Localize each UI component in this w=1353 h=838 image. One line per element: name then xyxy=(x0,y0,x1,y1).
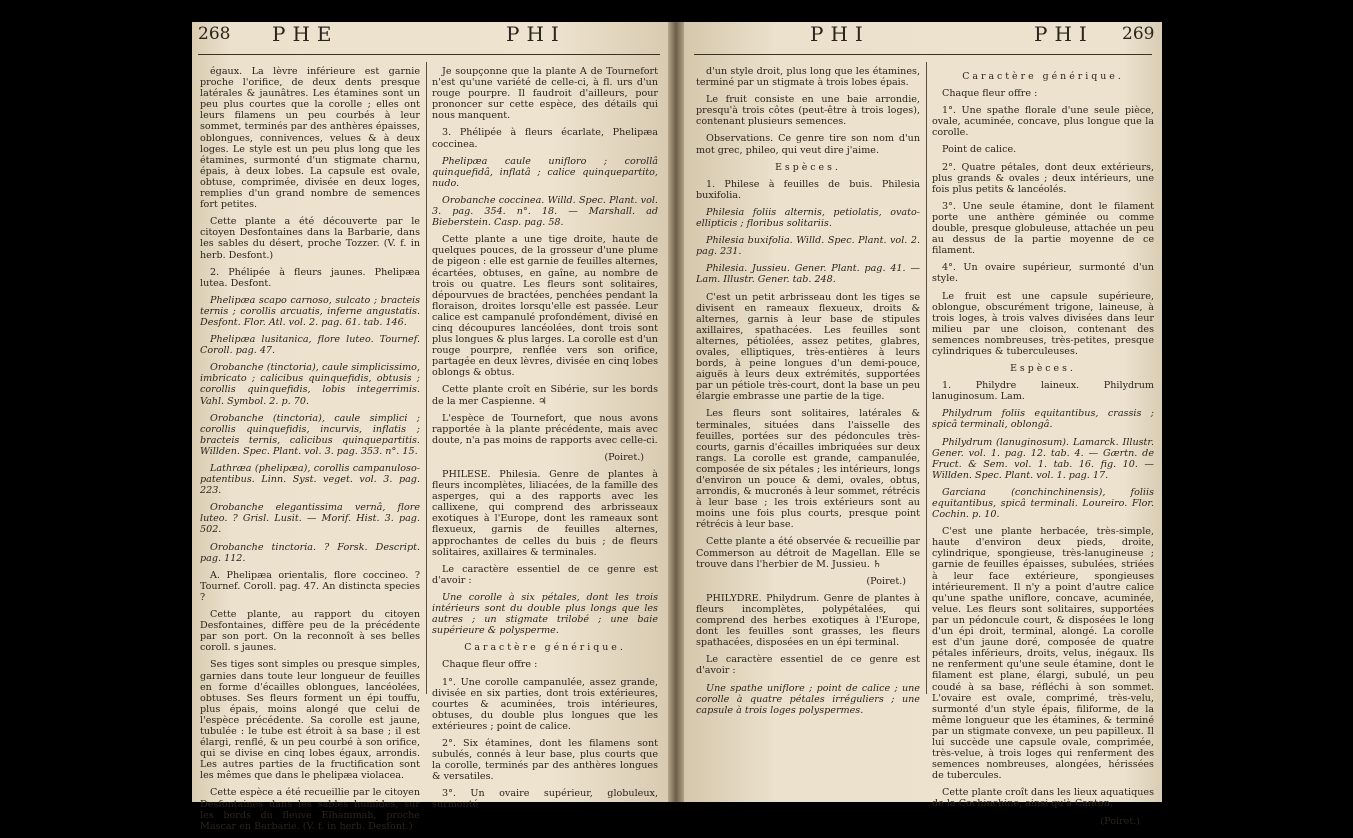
text-paragraph: Phelipæa lusitanica, flore luteo. Tournef. Coroll. pag. 47. xyxy=(200,334,420,357)
text-paragraph: Philydrum foliis equitantibus, crassis ; spicâ terminali, oblongâ. xyxy=(932,408,1154,431)
text-paragraph: Cette plante a une tige droite, haute de quelques pouces, de la grosseur d'une plume de pigeon : elle est garnie de feuilles alternes, écartées, obtuses, en gaîne, au nombre de trois ou quatre. Les fleurs sont solitaires, dépourvues de bractées, penchées pendant la floraison, droites lorsqu'elle est passée. Leur calice est campanulé profondément, divisé en cinq découpures lancéolées, dont trois sont plus longues & plus larges. La corolle est d'un rouge pourpre, renflée vers son orifice, partagée en deux lèvres, divisée en cinq lobes oblongs & obtus. xyxy=(432,234,658,379)
text-paragraph: 3°. Un ovaire supérieur, globuleux, surmonté xyxy=(432,788,658,811)
text-paragraph: Caractère générique. xyxy=(962,71,1124,82)
text-paragraph: 3. Phélipée à fleurs écarlate, Phelipæa coccinea. xyxy=(432,127,658,150)
text-paragraph: Observations. Ce genre tire son nom d'un mot grec, phileo, qui veut dire j'aime. xyxy=(696,133,920,156)
text-paragraph: (Poiret.) xyxy=(866,575,906,587)
book-gutter xyxy=(668,22,684,802)
text-paragraph: Le fruit consiste en une baie arrondie, presqu'à trois côtes (peut-être à trois loges), contenant plusieurs semences. xyxy=(696,94,920,128)
text-paragraph: (Poiret.) xyxy=(1100,815,1140,827)
text-paragraph: Orobanche (tinctoria), caule simplici ; corollis quinquefidis, incurvis, inflatis ; bracteis ternis, calicibus quinquepartitis. Willden. Spec. Plant. vol. 3. pag. 353. n°. 15. xyxy=(200,412,420,457)
text-paragraph: 1°. Une corolle campanulée, assez grande, divisée en six parties, dont trois extérieures, courtes & acuminées, trois intérieures, obtuses, du double plus longues que les extérieures ; point de calice. xyxy=(432,676,658,732)
text-paragraph: Cette plante a été observée & recueillie par Commerson au détroit de Magellan. Elle se trouve dans l'herbier de M. Jussieu. ♄ xyxy=(696,536,920,570)
text-paragraph: Philesia foliis alternis, petiolatis, ovato-ellipticis ; floribus solitariis. xyxy=(696,206,920,230)
text-paragraph: Ses tiges sont simples ou presque simples, garnies dans toute leur longueur de feuilles en forme d'écailles oblongues, lancéolées, obtuses. Ses fleurs forment un épi touffu, plus épais, moins alongé que celui de l'espèce précédente. Sa corolle est jaune, tubulée : le tube est étroit à sa base ; il est élargi, renflé, & un peu courbé à son orifice, qui se divise en cinq lobes égaux, arrondis. Les autres parties de la fructification sont les mêmes que dans le phelipæa violacea. xyxy=(200,659,420,782)
right-header-rule xyxy=(694,54,1152,55)
text-paragraph: C'est une plante herbacée, très-simple, haute d'environ deux pieds, droite, cylindrique, spongieuse, très-lanugineuse ; garnie de feuilles épaisses, subulées, striées à leur face extérieure, spongieuses intérieurement. Il n'y a point d'autre calice qu'une spathe uniflore, concave, acuminée, velue. Les fleurs sont solitaires, supportées par un pédoncule court, & disposées le long d'un épi droit, terminal, alongé. La corolle est d'un jaune doré, composée de quatre pétales inférieurs, droits, velus, inégaux. Ils ne renferment qu'une seule étamine, dont le filament est plane, élargi, subulé, un peu coudé à sa base, réfléchi à son sommet. L'ovaire est ovale, comprimé, très-velu, surmonté d'un style épais, filiforme, de la même longueur que les étamines, & terminé par un stigmate convexe, un peu papilleux. Il lui succède une capsule ovale, comprimée, très-velue, à trois loges qui renferment des semences nombreuses, alongées, hérissées de tubercules. xyxy=(932,526,1154,782)
text-paragraph: Point de calice. xyxy=(942,144,1017,156)
text-paragraph: Espèces. xyxy=(1010,363,1076,375)
text-paragraph: Le caractère essentiel de ce genre est d'avoir : xyxy=(432,563,658,586)
right-running-head-right: PHI xyxy=(1034,22,1094,46)
text-paragraph: Les fleurs sont solitaires, latérales & terminales, situées dans l'aisselle des feuilles, portées sur des pédoncules très-courts, garnis d'écailles imbriquées sur deux rangs. La corolle est grande, campanulée, composée de six pétales ; les intérieurs, longs d'environ un pouce & demi, ovales, obtus, arrondis, & mucronés à leur sommet, rétrécis à leur base ; les trois extérieurs sont au moins une fois plus courts, presque point rétrécis à leur base. xyxy=(696,408,920,531)
right-running-head-left: PHI xyxy=(810,22,870,46)
text-paragraph: Le fruit est une capsule supérieure, oblongue, obscurément trigone, laineuse, à trois loges, à trois valves divisées dans leur milieu par une cloison, contenant des semences nombreuses, très-petites, presque cylindriques & tuberculeuses. xyxy=(932,290,1154,357)
text-paragraph: Cette plante a été découverte par le citoyen Desfontaines dans la Barbarie, dans les sables du désert, proche Tozzer. (V. f. in herb. Desfont.) xyxy=(200,216,420,261)
text-paragraph: Cette plante croît dans les lieux aquatiques de la Cochinchine, ainsi qu'à Canton. xyxy=(932,787,1154,810)
text-paragraph: 1. Philese à feuilles de buis. Philesia buxifolia. xyxy=(696,178,920,201)
text-paragraph: Chaque fleur offre : xyxy=(442,659,538,671)
text-paragraph: Orobanche (tinctoria), caule simplicissimo, imbricato ; calicibus quinquefidis, obtusis ; corollis quinquefidis, lobis integerrimis. Vahl. Symbol. 2. p. 70. xyxy=(200,362,420,407)
right-column-divider xyxy=(926,62,927,694)
text-paragraph: Cette plante, au rapport du citoyen Desfontaines, diffère peu de la précédente par son port. On la reconnoît à ses belles coroll. s jaunes. xyxy=(200,609,420,654)
left-header-rule xyxy=(198,54,660,55)
left-column-1 xyxy=(200,66,420,838)
text-paragraph: Je soupçonne que la plante A de Tournefort n'est qu'une variété de celle-ci, à fl. urs d'un rouge pourpre. Il faudroit d'ailleurs, pour prononcer sur cette espèce, des détails qui nous manquent. xyxy=(432,66,658,122)
text-paragraph: Le caractère essentiel de ce genre est d'avoir : xyxy=(696,654,920,677)
text-paragraph: Orobanche tinctoria. ? Forsk. Descript. pag. 112. xyxy=(200,541,420,564)
left-running-head-right: PHI xyxy=(506,22,566,46)
text-paragraph: Caractère générique. xyxy=(464,642,626,654)
right-column-1 xyxy=(696,66,920,722)
text-paragraph: Chaque fleur offre : xyxy=(942,88,1038,100)
text-paragraph: 4°. Un ovaire supérieur, surmonté d'un style. xyxy=(932,262,1154,285)
left-column-2 xyxy=(432,66,658,817)
text-paragraph: L'espèce de Tournefort, que nous avons rapportée à la plante précédente, mais avec doute, n'a pas moins de rapports avec celle-ci. xyxy=(432,412,658,446)
text-paragraph: 3°. Une seule étamine, dont le filament porte une anthère géminée ou comme double, presque globuleuse, attachée un peu au dessus de la partie moyenne de ce filament. xyxy=(932,200,1154,257)
text-paragraph: Cette plante croît en Sibérie, sur les bords de la mer Caspienne. ♃ xyxy=(432,384,658,407)
text-paragraph: Garciana (conchinchinensis), foliis equitantibus, spicâ terminali. Loureiro. Flor. Cochin. p. 10. xyxy=(932,486,1154,521)
text-paragraph: Orobanche elegantissima vernâ, flore luteo. ? Grisl. Lusit. — Morif. Hist. 3. pag. 502. xyxy=(200,502,420,536)
text-paragraph: 1. Philydre laineux. Philydrum lanuginosum. Lam. xyxy=(932,380,1154,403)
right-page-number: 269 xyxy=(1122,24,1155,44)
text-paragraph: 2°. Quatre pétales, dont deux extérieurs, plus grands & ovales ; deux intérieurs, une fois plus petits & lancéolés. xyxy=(932,161,1154,195)
text-paragraph: Philesia buxifolia. Willd. Spec. Plant. vol. 2. pag. 231. xyxy=(696,235,920,258)
left-page-number: 268 xyxy=(198,24,231,44)
left-running-head-left: PHE xyxy=(272,22,339,46)
text-paragraph: Une corolle à six pétales, dont les trois intérieurs sont du double plus longs que les autres ; un stigmate trilobé ; une baie supérieure & polysperme. xyxy=(432,591,658,637)
text-paragraph: A. Phelipæa orientalis, flore coccineo. ? Tournef. Coroll. pag. 47. An distincta species ? xyxy=(200,569,420,603)
text-paragraph: égaux. La lèvre inférieure est garnie proche l'orifice, de deux dents presque latérales & jaunâtres. Les étamines sont un peu plus courtes que la corolle ; elles ont leurs filamens un peu courbés à leur sommet, terminés par des anthères épaisses, oblongues, connivences, velues & à deux loges. Le style est un peu plus long que les étamines, surmonté d'un stigmate charnu, épais, à deux lobes. La capsule est ovale, obtuse, comprimée, divisée en deux loges, remplies d'un grand nombre de semences fort petites. xyxy=(200,66,420,211)
left-column-divider xyxy=(426,62,427,694)
text-paragraph: PHILESE. Philesia. Genre de plantes à fleurs incomplètes, liliacées, de la famille des asperges, qui a des rapports avec les callixene, qui comprend des arbrisseaux exotiques à l'Europe, dont les rameaux sont flexueux, garnis de feuilles alternes, approchantes de celles du buis ; de fleurs solitaires, axillaires & terminales. xyxy=(432,469,658,558)
text-paragraph: Espèces. xyxy=(775,161,841,173)
text-paragraph: Phelipæa scapo carnoso, sulcato ; bracteis ternis ; corollis arcuatis, inferne angustatis. Desfont. Flor. Atl. vol. 2. pag. 61. tab. 146. xyxy=(200,294,420,328)
text-paragraph: C'est un petit arbrisseau dont les tiges se divisent en rameaux flexueux, droits & alternes, garnis à leur base de stipules axillaires, spathacées. Les feuilles sont alternes, pétiolées, assez petites, glabres, ovales, elliptiques, très-entières à leurs bords, à peine longues d'un demi-pouce, aiguës à leurs deux extrémités, supportées par un pétiole très-court, dont la base un peu élargie embrasse une partie de la tige. xyxy=(696,291,920,403)
text-paragraph: Cette espèce a été recueillie par le citoyen Desfontaines dans les sables humides, sur les bords du fleuve Elhammah, proche Mascar en Barbarie. (V. f. in herb. Desfont.) xyxy=(200,787,420,832)
text-paragraph: Philydrum (lanuginosum). Lamarck. Illustr. Gener. vol. 1. pag. 12. tab. 4. — Gærtn. de Fruct. & Sem. vol. 1. tab. 16. fig. 10. — Willden. Spec. Plant. vol. 1. pag. 17. xyxy=(932,436,1154,481)
text-paragraph: 1°. Une spathe florale d'une seule pièce, ovale, acuminée, concave, plus longue que la corolle. xyxy=(932,105,1154,139)
text-paragraph: Lathræa (phelipæa), corollis campanuloso-patentibus. Linn. Syst. veget. vol. 3. pag. 223. xyxy=(200,463,420,497)
text-paragraph: Une spathe uniflore ; point de calice ; une corolle à quatre pétales irréguliers ; une capsule à trois loges polyspermes. xyxy=(696,682,920,716)
text-paragraph: d'un style droit, plus long que les étamines, terminé par un stigmate à trois lobes épais. xyxy=(696,66,920,89)
right-column-2 xyxy=(932,66,1154,833)
text-paragraph: 2. Phélipée à fleurs jaunes. Phelipæa lutea. Desfont. xyxy=(200,266,420,289)
text-paragraph: Phelipæa caule unifloro ; corollâ quinquefidâ, inflatâ ; calice quinquepartito, nudo. xyxy=(432,155,658,189)
text-paragraph: 2°. Six étamines, dont les filamens sont subulés, connés à leur base, plus courts que la corolle, terminés par des anthères longues & versatiles. xyxy=(432,737,658,783)
text-paragraph: (Poiret.) xyxy=(604,451,644,463)
text-paragraph: PHILYDRE. Philydrum. Genre de plantes à fleurs incomplètes, polypétalées, qui comprend des herbes exotiques à l'Europe, dont les feuilles sont grasses, les fleurs spathacées, disposées en un épi terminal. xyxy=(696,592,920,649)
text-paragraph: Philesia. Jussieu. Gener. Plant. pag. 41. — Lam. Illustr. Gener. tab. 248. xyxy=(696,263,920,286)
text-paragraph: Orobanche coccinea. Willd. Spec. Plant. vol. 3. pag. 354. n°. 18. — Marshall. ad Bieberstein. Casp. pag. 58. xyxy=(432,194,658,229)
